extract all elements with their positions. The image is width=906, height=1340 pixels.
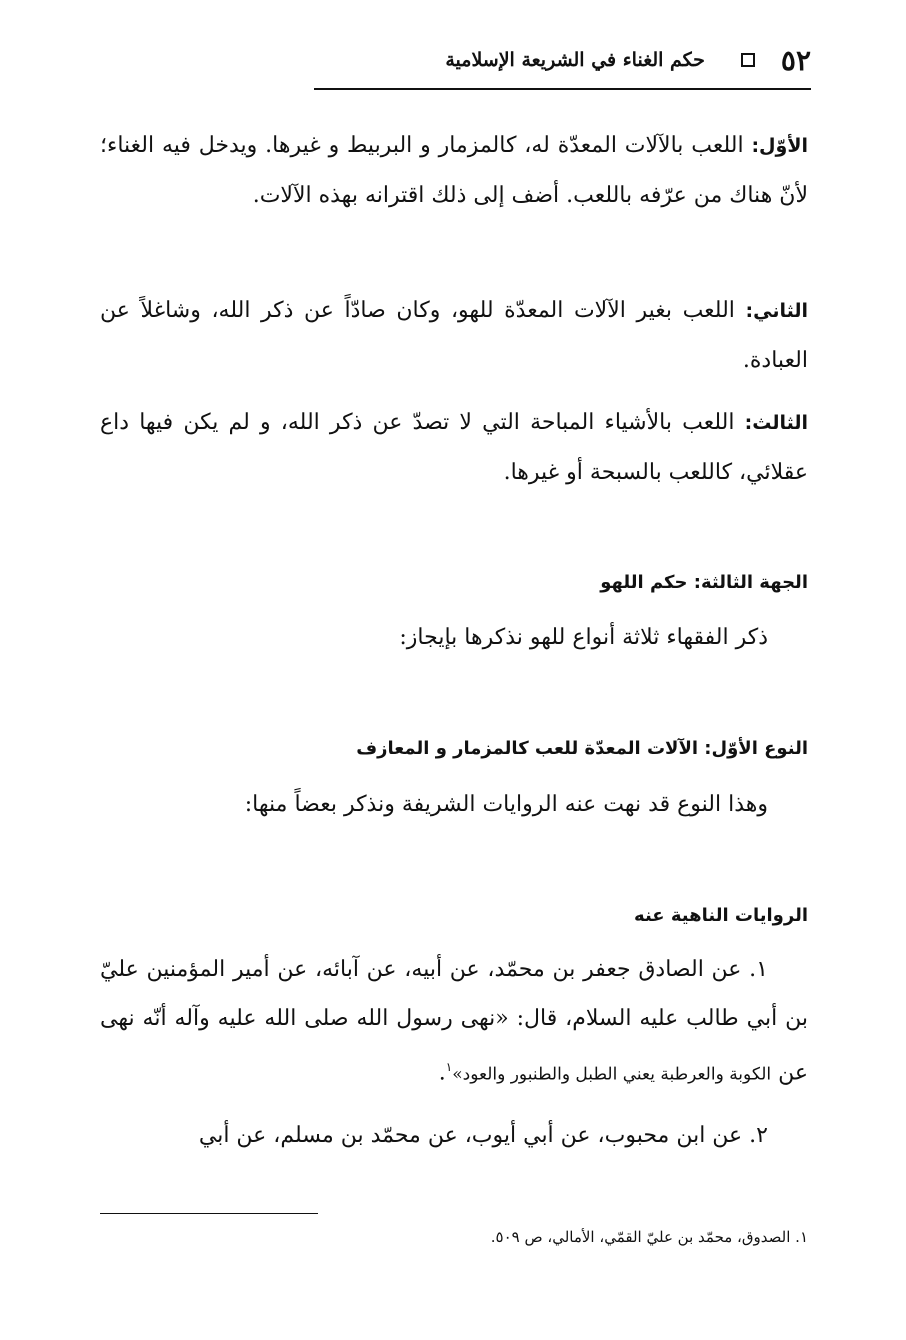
- type-first-paragraph: [100, 121, 808, 220]
- narration-1: ١. عن الصادق جعفر بن محمّد، عن أبيه، عن آبائه، عن أمير المؤمنين عليّ بن أبي طالب عليه السلام، قال: «نهى رسول الله صلى الله عليه وآله أنّه نهى عن الكوبة والعرطبة يعني الطبل والطنبور والعود»$^١$.: [100, 957, 808, 1086]
- narration-2: ٢. عن ابن محبوب، عن أبي أيوب، عن محمّد بن مسلم، عن أبي: [198, 1123, 768, 1148]
- footnote-divider: [100, 1213, 318, 1214]
- section-intro: ذكر الفقهاء ثلاثة أنواع للهو نذكرها بإيجاز:: [399, 625, 768, 650]
- type-third-paragraph: [100, 398, 808, 497]
- running-header: [96, 38, 811, 82]
- square-bullet-icon: [741, 53, 755, 67]
- type-first-term: الأوّل:: [751, 135, 808, 157]
- page-number: ٥٢: [780, 43, 811, 77]
- type-one-heading: النوع الأوّل: الآلات المعدّة للعب كالمزمار و المعازف: [356, 738, 808, 759]
- type-one-intro: وهذا النوع قد نهت عنه الروايات الشريفة ونذكر بعضاً منها:: [244, 792, 768, 817]
- type-third-term: الثالث:: [744, 412, 808, 434]
- header-divider: [314, 88, 811, 90]
- type-third-text: اللعب بالأشياء المباحة التي لا تصدّ عن ذكر الله، و لم يكن فيها داع عقلائي، كاللعب بالسبحة أو غيرها.: [100, 410, 808, 485]
- narration-1-quote-end: الكوبة والعرطبة يعني الطبل والطنبور والعود»: [452, 1064, 772, 1085]
- narration-1-text: ١. عن الصادق جعفر بن محمّد، عن أبيه، عن آبائه، عن أمير المؤمنين عليّ بن أبي طالب عليه السلام، قال: «نهى رسول الله صلى الله عليه وآله أنّه نهى عن: [100, 957, 808, 1086]
- type-second-text: اللعب بغير الآلات المعدّة للهو، وكان صادّاً عن ذكر الله، وشاغلاً عن العبادة.: [100, 298, 808, 373]
- narrations-heading: الروايات الناهية عنه: [634, 905, 808, 926]
- section-heading: الجهة الثالثة: حكم اللهو: [600, 572, 808, 593]
- type-second-paragraph: [100, 286, 808, 385]
- running-title: حكم الغناء في الشريعة الإسلامية: [445, 49, 705, 71]
- footnote: ١. الصدوق، محمّد بن عليّ القمّي، الأمالي، ص ٥٠٩.: [490, 1228, 808, 1246]
- footnote-reference: ١: [445, 1060, 453, 1074]
- type-second-term: الثاني:: [745, 300, 808, 322]
- type-first-text: اللعب بالآلات المعدّة له، كالمزمار و البربيط و غيرها. ويدخل فيه الغناء؛ لأنّ هناك من عرّفه باللعب. أضف إلى ذلك اقترانه بهذه الآلات.: [100, 133, 808, 208]
